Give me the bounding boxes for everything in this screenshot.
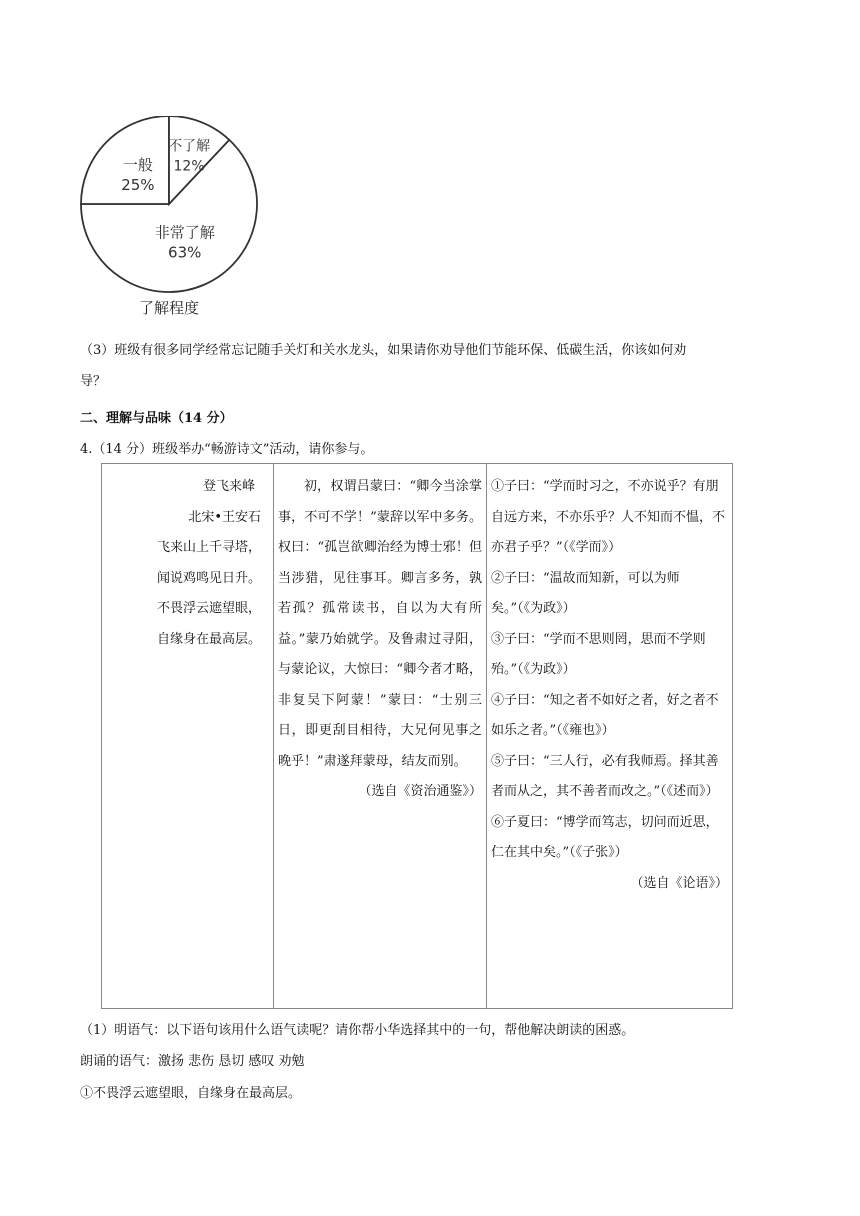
prose-source: （选自《资治通鉴》）: [358, 784, 482, 799]
pie-slice-value: 63%: [168, 243, 202, 262]
question-4-1: （1）明语气：以下语句该用什么语气读呢？请你帮小华选择其中的一句，帮他解决朗读的困惑。: [80, 1023, 635, 1038]
pie-slice-label: 一般: [122, 155, 153, 174]
poem-author: 北宋•王安石: [188, 509, 261, 525]
prose-cell: [274, 464, 487, 1009]
analects-source: （选自《论语》）: [630, 875, 728, 891]
question-3-line2: 导？: [80, 374, 107, 389]
poem-title: 登飞来峰: [202, 479, 255, 494]
poem-cell: [102, 464, 274, 1009]
poem-line: 飞来山上千寻塔，: [156, 540, 261, 555]
pie-chart: [78, 116, 260, 322]
reading-materials-table: [101, 463, 733, 1009]
analects-item: ②子曰：“温故而知新，可以为师矣。”（《为政》）: [491, 570, 680, 616]
analects-cell: [487, 464, 733, 1009]
question-4-intro: 4.（14 分）班级举办“畅游诗文”活动，请你参与。: [80, 442, 374, 457]
analects-item: ⑥子夏曰：“博学而笃志，切问而近思，仁在其中矣。”（《子张》）: [491, 814, 719, 860]
section-heading: 二、理解与品味（14 分）: [80, 411, 233, 426]
pie-slice-label: 不了解: [168, 138, 211, 155]
analects-item: ③子曰：“学而不思则罔，思而不学则殆。”（《为政》）: [491, 631, 706, 677]
pie-chart-svg: [78, 116, 260, 322]
table-row: [102, 464, 733, 1009]
analects-item: ①子曰：“学而时习之，不亦说乎？有朋自远方来，不亦乐乎？人不知而不愠，不亦君子乎？”（《学而》）: [491, 479, 726, 555]
poem-line: 闻说鸡鸣见日升。: [156, 570, 261, 586]
poem-line: 自缘身在最高层。: [156, 631, 261, 647]
tones-line: 朗诵的语气：激扬 悲伤 恳切 感叹 劝勉: [80, 1054, 305, 1069]
chart-title: 了解程度: [138, 299, 200, 317]
pie-slice-value: 25%: [121, 175, 155, 194]
analects-item: ④子曰：“知之者不如好之者，好之者不如乐之者。”（《雍也》）: [491, 692, 719, 738]
pie-slice-label: 非常了解: [154, 223, 215, 242]
poem-line: 不畏浮云遮望眼，: [156, 601, 261, 616]
prose-text: 初，权谓吕蒙曰：“卿今当涂掌事，不可不学！”蒙辞以军中多务。权曰：“孤岂欲卿治经为博士邪！但当涉猎，见往事耳。卿言多务，孰若孤？孤常读书，自以为大有所益。”蒙乃始就学。及鲁肃过寻阳，与蒙论议，大惊曰：“卿今者才略，非复吴下阿蒙！”蒙曰：“士别三日，即更刮目相待，大兄何见事之晚乎！”肃遂拜蒙母，结友而别。: [278, 479, 482, 769]
pie-slice-value: 12%: [173, 158, 205, 175]
item-1: ①不畏浮云遮望眼，自缘身在最高层。: [80, 1086, 302, 1101]
question-3-line1: （3）班级有很多同学经常忘记随手关灯和关水龙头，如果请你劝导他们节能环保、低碳生活，你该如何劝: [80, 343, 687, 358]
analects-item: ⑤子曰：“三人行，必有我师焉。择其善者而从之，其不善者而改之。”（《述而》）: [491, 753, 719, 799]
